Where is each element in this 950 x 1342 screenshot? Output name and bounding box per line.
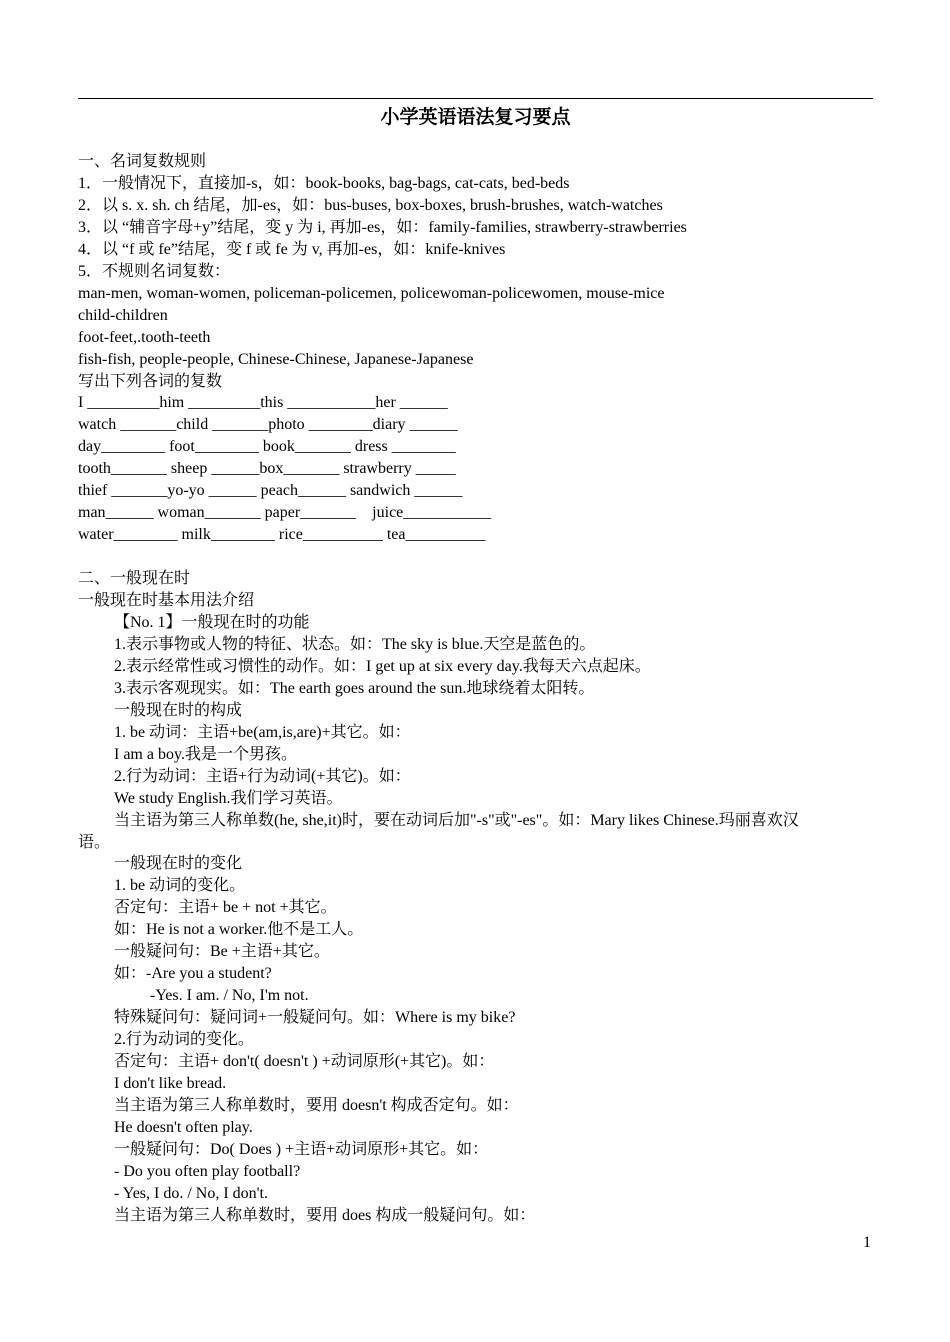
text-line: I am a boy.我是一个男孩。 xyxy=(114,745,297,763)
text-line: 3．以 “辅音字母+y”结尾，变 y 为 i, 再加-es，如：family-families, strawberry-strawberries xyxy=(78,218,687,236)
section-heading-present-tense: 二、一般现在时 xyxy=(78,570,191,588)
text-line: 1．一般情况下，直接加-s，如：book-books, bag-bags, cat-cats, bed-beds xyxy=(78,174,570,192)
text-line: 一般现在时的变化 xyxy=(114,855,243,873)
blank-line xyxy=(78,546,873,568)
exercise-line: man______ woman_______ paper_______ juice___________ xyxy=(78,504,492,522)
text-line: 当主语为第三人称单数(he, she,it)时，要在动词后加"-s"或"-es"。如：Mary likes Chinese.玛丽喜欢汉 xyxy=(114,811,799,829)
text-line: fish-fish, people-people, Chinese-Chinese, Japanese-Japanese xyxy=(78,350,474,368)
text-line: 2.行为动词：主语+行为动词(+其它)。如： xyxy=(114,767,411,785)
text-line: 5．不规则名词复数： xyxy=(78,262,231,280)
subsection-heading: 【No. 1】一般现在时的功能 xyxy=(114,614,310,631)
exercise-line: water________ milk________ rice__________ tea__________ xyxy=(78,526,486,544)
text-line: 1. be 动词的变化。 xyxy=(114,877,246,895)
text-line: foot-feet,.tooth-teeth xyxy=(78,328,211,346)
text-line: He doesn't often play. xyxy=(114,1118,253,1136)
text-line: man-men, woman-women, policeman-policemen, policewoman-policewomen, mouse-mice xyxy=(78,284,665,302)
text-line: 2.行为动词的变化。 xyxy=(114,1031,255,1049)
text-line: 语。 xyxy=(78,833,111,851)
text-line: -Yes. I am. / No, I'm not. xyxy=(150,987,309,1005)
page-number: 1 xyxy=(863,1234,871,1251)
header-rule xyxy=(78,98,873,99)
text-line: I don't like bread. xyxy=(114,1075,227,1093)
exercise-line: day________ foot________ book_______ dress ________ xyxy=(78,438,456,456)
exercise-heading: 写出下列各词的复数 xyxy=(78,372,223,390)
text-line: 1. be 动词：主语+be(am,is,are)+其它。如： xyxy=(114,723,411,741)
page-title: 小学英语语法复习要点 xyxy=(380,107,571,128)
exercise-line: I _________him _________this ___________her ______ xyxy=(78,394,448,412)
text-line: 如：He is not a worker.他不是工人。 xyxy=(114,921,364,939)
text-line: 一般疑问句：Be +主语+其它。 xyxy=(114,943,330,961)
text-line: child-children xyxy=(78,306,168,324)
text-line: 当主语为第三人称单数时，要用 does 构成一般疑问句。如： xyxy=(114,1206,536,1224)
text-line: 一般现在时基本用法介绍 xyxy=(78,592,255,610)
text-line: 2．以 s. x. sh. ch 结尾，加-es，如：bus-buses, box-boxes, brush-brushes, watch-watches xyxy=(78,196,663,214)
text-line: 否定句：主语+ don't( doesn't ) +动词原形(+其它)。如： xyxy=(114,1053,495,1071)
text-line: 否定句：主语+ be + not +其它。 xyxy=(114,899,337,917)
text-line: 如：-Are you a student? xyxy=(114,965,272,983)
text-line: - Do you often play football? xyxy=(114,1162,301,1180)
text-line: 1.表示事物或人物的特征、状态。如：The sky is blue.天空是蓝色的。 xyxy=(114,635,596,653)
exercise-line: thief _______yo-yo ______ peach______ sandwich ______ xyxy=(78,482,463,500)
text-line: 4．以 “f 或 fe”结尾，变 f 或 fe 为 v, 再加-es，如：knife-knives xyxy=(78,240,506,258)
document-body xyxy=(78,151,873,1227)
text-line: 3.表示客观现实。如：The earth goes around the sun.地球绕着太阳转。 xyxy=(114,679,595,697)
exercise-line: tooth_______ sheep ______box_______ strawberry _____ xyxy=(78,460,456,478)
text-line: 一般疑问句：Do( Does ) +主语+动词原形+其它。如： xyxy=(114,1140,489,1158)
text-line: 特殊疑问句：疑问词+一般疑问句。如：Where is my bike? xyxy=(114,1009,516,1027)
text-line: We study English.我们学习英语。 xyxy=(114,789,343,807)
section-heading-nouns: 一、名词复数规则 xyxy=(78,153,207,170)
text-line: 当主语为第三人称单数时，要用 doesn't 构成否定句。如： xyxy=(114,1096,519,1114)
text-line: 一般现在时的构成 xyxy=(114,701,243,719)
text-line: - Yes, I do. / No, I don't. xyxy=(114,1184,268,1202)
exercise-line: watch _______child _______photo ________diary ______ xyxy=(78,416,458,434)
text-line: 2.表示经常性或习惯性的动作。如：I get up at six every day.我每天六点起床。 xyxy=(114,657,651,675)
